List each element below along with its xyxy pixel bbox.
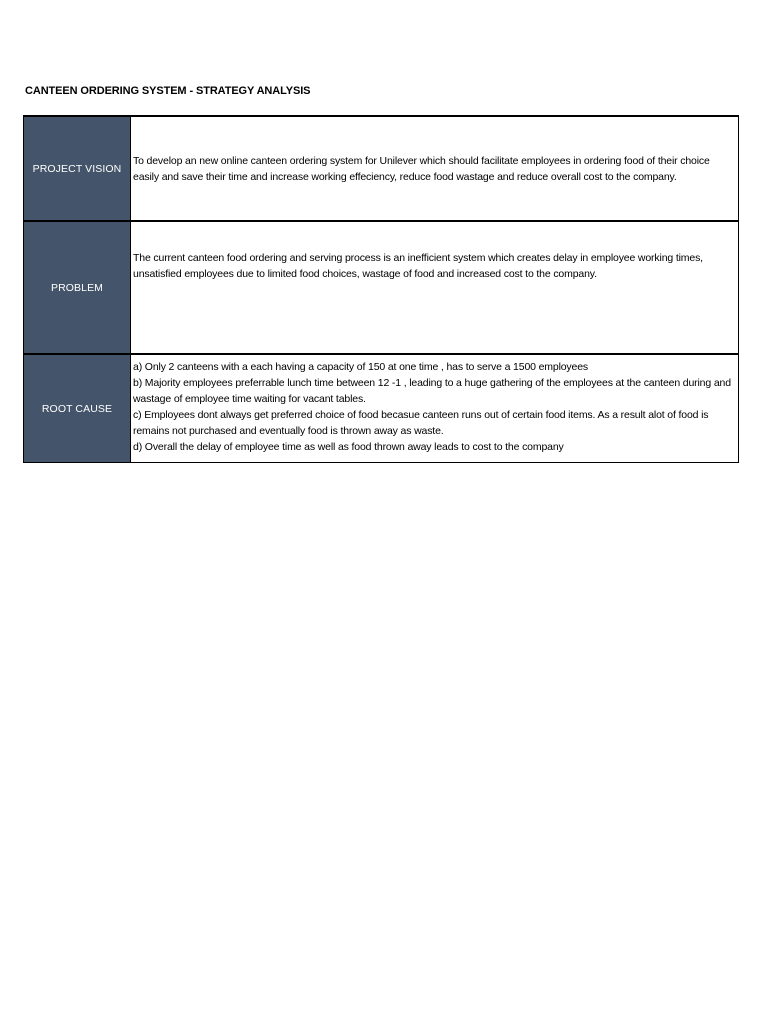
row-content-root-cause <box>131 354 739 463</box>
root-cause-item-b: b) Majority employees preferrable lunch time between 12 -1 , leading to a huge gathering of the employees at the canteen during and wastage of employee time waiting for vacant tables. <box>133 377 731 405</box>
row-content-project-vision: To develop an new online canteen ordering system for Unilever which should facilitate employees in ordering food of their choice easily and save their time and increase working effeciency, reduce food wastage and reduce overall cost to the company. <box>131 116 739 221</box>
row-label-root-cause: ROOT CAUSE <box>24 354 131 463</box>
table-row-root-cause <box>24 354 739 463</box>
row-label-problem: PROBLEM <box>24 221 131 354</box>
document-title: CANTEEN ORDERING SYSTEM - STRATEGY ANALYSIS <box>25 85 311 97</box>
table-row-project-vision <box>24 116 739 221</box>
table-row-problem <box>24 221 739 354</box>
row-content-problem: The current canteen food ordering and serving process is an inefficient system which creates delay in employee working times, unsatisfied employees due to limited food choices, wastage of food and increased cost to the company. <box>131 221 739 354</box>
root-cause-item-d: d) Overall the delay of employee time as well as food thrown away leads to cost to the company <box>133 441 564 453</box>
row-label-project-vision: PROJECT VISION <box>24 116 131 221</box>
root-cause-item-c: c) Employees dont always get preferred choice of food becasue canteen runs out of certain food items. As a result alot of food is remains not purchased and eventually food is thrown away as waste. <box>133 409 709 437</box>
root-cause-item-a: a) Only 2 canteens with a each having a capacity of 150 at one time , has to serve a 1500 employees <box>133 361 589 373</box>
strategy-analysis-table <box>23 115 739 463</box>
